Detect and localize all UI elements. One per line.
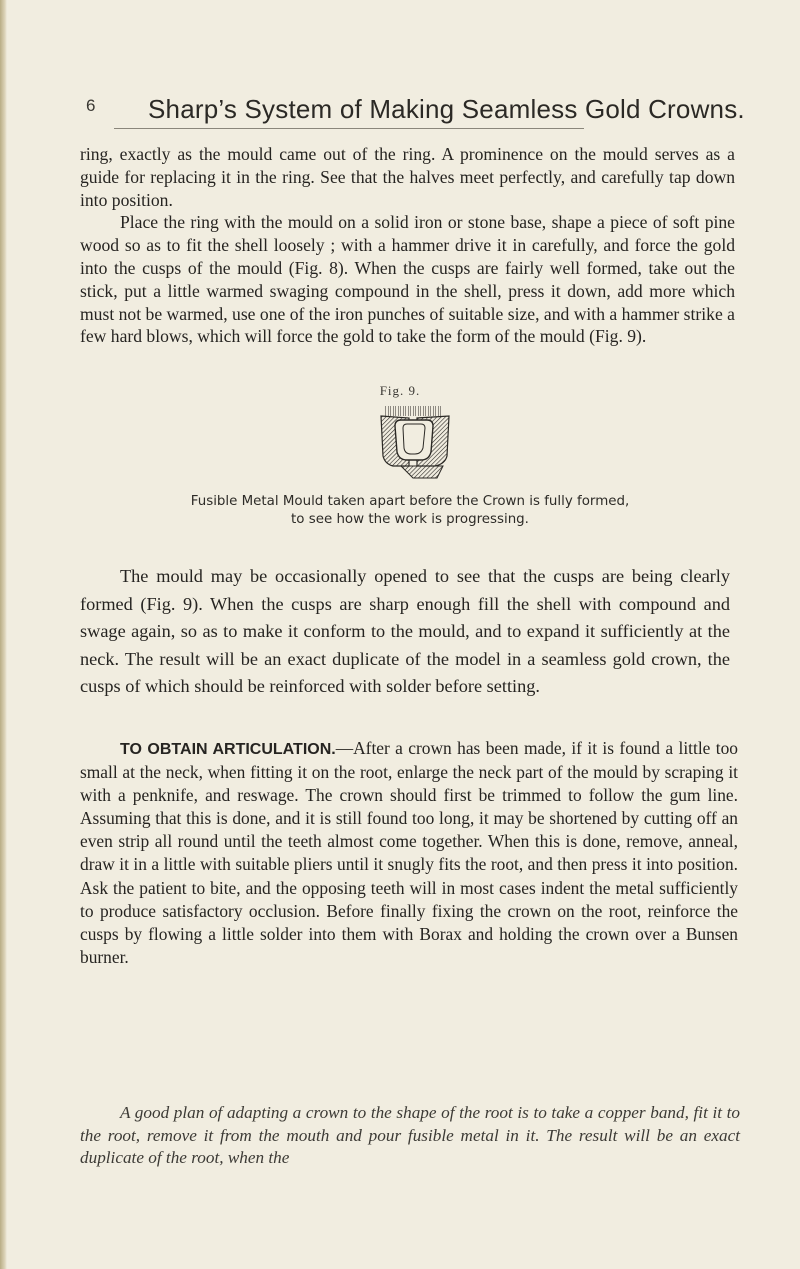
section-heading: TO OBTAIN ARTICULATION. bbox=[120, 741, 336, 758]
figure-caption bbox=[90, 493, 730, 529]
page-header bbox=[86, 94, 745, 134]
paragraph-5-italic bbox=[80, 1102, 740, 1170]
paragraph-4 bbox=[80, 737, 738, 969]
running-title: Sharp’s System of Making Seamless Gold Crowns. bbox=[148, 94, 745, 124]
paragraph-5-text: A good plan of adapting a crown to the shape of the root is to take a copper band, fit it to the root, remove it from the mouth and pour fusible metal in it. The result will be an exact duplicate of the root, when the bbox=[80, 1103, 740, 1167]
page-number: 6 bbox=[86, 96, 96, 115]
figure-label: Fig. 9. bbox=[379, 383, 421, 398]
caption-line-1: Fusible Metal Mould taken apart before the Crown is fully formed, bbox=[190, 494, 630, 509]
page-edge bbox=[0, 0, 7, 1269]
paragraph-3-text: The mould may be occasionally opened to see that the cusps are being clearly formed (Fig. 9). When the cusps are sharp enough fill the shell with compound and swage again, so as to make it conform to the mould, and to expand it sufficiently at the neck. The result will be an exact duplicate of the model in a seamless gold crown, the cusps of which should be reinforced with solder before setting. bbox=[80, 566, 730, 696]
paragraph-2-text: Place the ring with the mould on a solid iron or stone base, shape a piece of soft pine wood so as to fit the shell loosely ; with a hammer drive it in carefully, and force the gold into the cusps of the mould (Fig. 8). When the cusps are fairly well formed, take out the stick, put a little warmed swaging compound in the shell, press it down, add more which must not be warmed, use one of the iron punches of suitable size, and with a hammer strike a few hard blows, which will force the gold to take the form of the mould (Fig. 9). bbox=[80, 212, 735, 347]
header-rule bbox=[114, 128, 584, 129]
caption-line-2: to see how the work is progressing. bbox=[291, 512, 529, 527]
mould-illustration bbox=[373, 404, 457, 480]
paragraph-continued bbox=[80, 143, 735, 348]
paragraph-1-text: ring, exactly as the mould came out of the ring. A prominence on the mould serves as a guide for replacing it in the ring. See that the halves meet perfectly, and carefully tap down into position. bbox=[80, 144, 735, 210]
paragraph-4-text: —After a crown has been made, if it is found a little too small at the neck, when fitting it on the root, enlarge the neck part of the mould by scraping it with a penknife, and reswage. The crown should first be trimmed to follow the gum line. Assuming that this is done, and it is still found too long, it may be shortened by cutting off an even strip all round until the teeth almost come together. When this is done, remove, anneal, draw it in a little with suitable pliers until it snugly fits the root, and then press it into position. Ask the patient to bite, and the opposing teeth will in most cases indent the metal sufficiently to produce satisfactory occlusion. Before finally fixing the crown on the root, reinforce the cusps by flowing a little solder into them with Borax and holding the crown over a Bunsen burner. bbox=[80, 738, 738, 967]
paragraph-3 bbox=[80, 563, 730, 701]
